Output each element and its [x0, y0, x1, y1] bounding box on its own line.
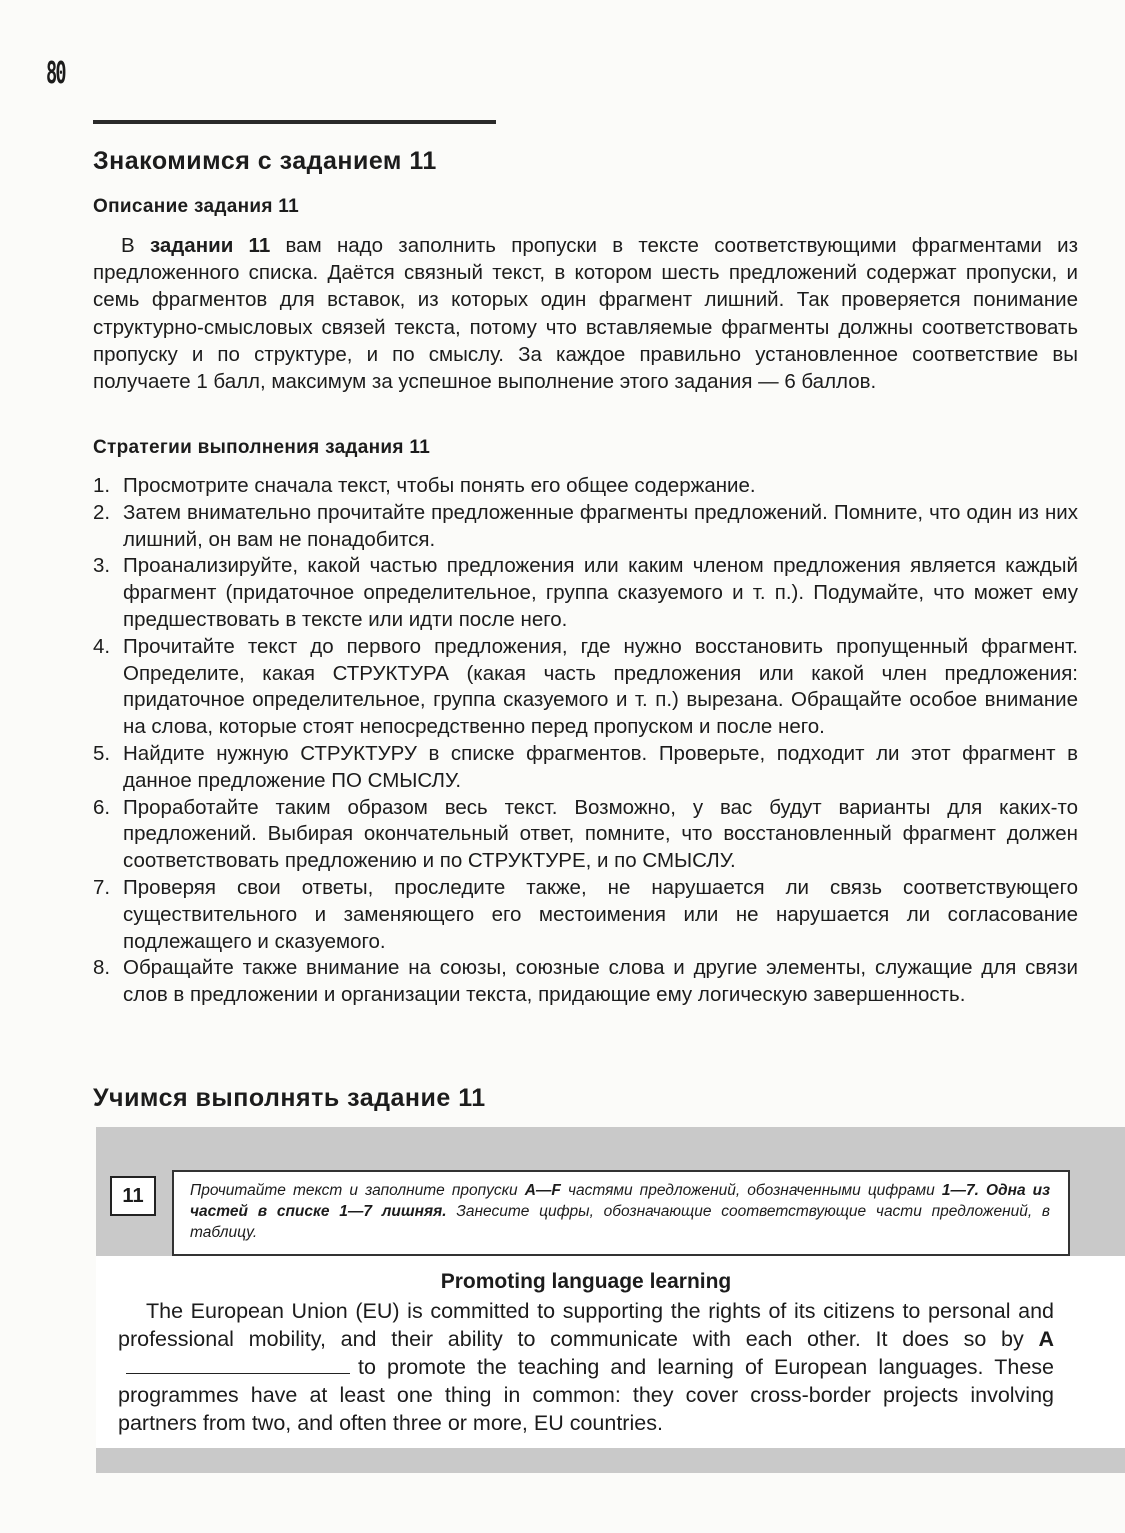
list-item-number: 1. — [93, 474, 111, 497]
description-paragraph — [93, 232, 1078, 395]
list-item-text: Найдите нужную СТРУКТУРУ в списке фрагментов. Проверьте, подходит ли этот фрагмент в данное предложение ПО СМЫСЛУ. — [123, 741, 1078, 792]
strategies-heading: Стратегии выполнения задания 11 — [93, 437, 431, 458]
list-item — [93, 634, 1078, 741]
list-item-number: 3. — [93, 554, 111, 578]
instruction-bold1: A—F — [524, 1182, 561, 1199]
gap-blank-a[interactable] — [126, 1359, 350, 1374]
list-item-number: 7. — [93, 875, 111, 899]
list-item-text: Проверяя свои ответы, проследите также, не нарушается ли связь соответствующего существительного и заменяющего его местоимения или не нарушается ли согласование подлежащего и сказуемого. — [123, 875, 1078, 953]
list-item-number: 6. — [93, 795, 111, 819]
list-item-text: Проработайте таким образом весь текст. Возможно, у вас будут варианты для каких-то предложений. Выбирая окончательный ответ, помните, что восстановленный фрагмент должен соответствовать предложению и по СТРУКТУРЕ, и по СМЫСЛУ. — [123, 795, 1078, 873]
description-intro: В — [121, 234, 135, 257]
practice-section-title: Учимся выполнять задание 11 — [93, 1084, 486, 1112]
list-item-text: Обращайте также внимание на союзы, союзные слова и другие элементы, служащие для связи слов в предложении и организации текста, придающие ему логическую завершенность. — [123, 956, 1078, 1007]
list-item — [93, 955, 1078, 1009]
list-item — [93, 500, 1078, 554]
gap-label-a: A — [1038, 1327, 1054, 1351]
list-item — [93, 473, 1078, 500]
instruction-part1: Прочитайте текст и заполните пропуски — [190, 1182, 518, 1199]
section-divider — [93, 120, 496, 124]
list-item-text: Затем внимательно прочитайте предложенные фрагменты предложений. Помните, что один из них лишний, он вам не понадобится. — [123, 500, 1078, 551]
list-item — [93, 875, 1078, 955]
page-number: 80 — [46, 56, 65, 91]
list-item — [93, 741, 1078, 795]
list-item-text: Прочитайте текст до первого предложения, где нужно восстановить пропущенный фрагмент. Определите, какая СТРУКТУРА (какая часть предложения или какой член предложения: придаточное определительное, группа сказуемого и т. п.) вырезана. Обращайте особое внимание на слова, которые стоят непосредственно перед пропуском и после него. — [123, 634, 1078, 739]
description-heading: Описание задания 11 — [93, 196, 299, 217]
reading-text-part2: to promote the teaching and learning of European languages. These programmes have at least one thing in common: they cover cross-border projects involving partners from two, and often three or more, EU countries. — [118, 1355, 1054, 1435]
list-item-number: 2. — [93, 500, 111, 524]
description-bold: задании 11 — [149, 234, 271, 257]
instruction-part2: частями предложений, обозначенными цифрами — [567, 1182, 935, 1199]
section-title: Знакомимся с заданием 11 — [93, 147, 437, 175]
reading-text-part1: The European Union (EU) is committed to supporting the rights of its citizens to personal and professional mobility, and their ability to communicate with each other. It does so by — [118, 1299, 1054, 1351]
description-rest: вам надо заполнить пропуски в тексте соответствующими фрагментами из предложенного списка. Даётся связный текст, в котором шесть предложений содержат пропуски, и семь фрагментов для вставок, из которых один фрагмент лишний. Так проверяется понимание структурно-смысловых связей текста, потому что вставляемые фрагменты должны соответствовать пропуску и по структуре, и по смыслу. За каждое правильно установленное соответствие вы получаете 1 балл, максимум за успешное выполнение этого задания — 6 баллов. — [93, 234, 1078, 394]
list-item-number: 4. — [93, 634, 111, 658]
list-item — [93, 795, 1078, 875]
list-item — [93, 553, 1078, 633]
task-number-badge: 11 — [110, 1176, 156, 1216]
task-instruction-box — [172, 1170, 1070, 1256]
list-item-text: Проанализируйте, какой частью предложения или каким членом предложения является каждый фрагмент (придаточное определительное, группа сказуемого и т. п.). Подумайте, что может ему предшествовать в тексте или идти после него. — [123, 554, 1078, 631]
instruction-bold2: 1—7. Одна из частей в списке 1—7 лишняя. — [190, 1182, 1051, 1220]
instruction-part3: Занесите цифры, обозначающие соответствующие части предложений, в таблицу. — [190, 1203, 1051, 1241]
reading-text-title: Promoting language learning — [440, 1270, 732, 1293]
strategies-list — [93, 473, 1078, 1009]
reading-text — [118, 1297, 1054, 1437]
task-instruction — [190, 1180, 1050, 1243]
list-item-text: Просмотрите сначала текст, чтобы понять его общее содержание. — [123, 474, 756, 497]
list-item-number: 5. — [93, 741, 111, 765]
list-item-number: 8. — [93, 956, 111, 980]
